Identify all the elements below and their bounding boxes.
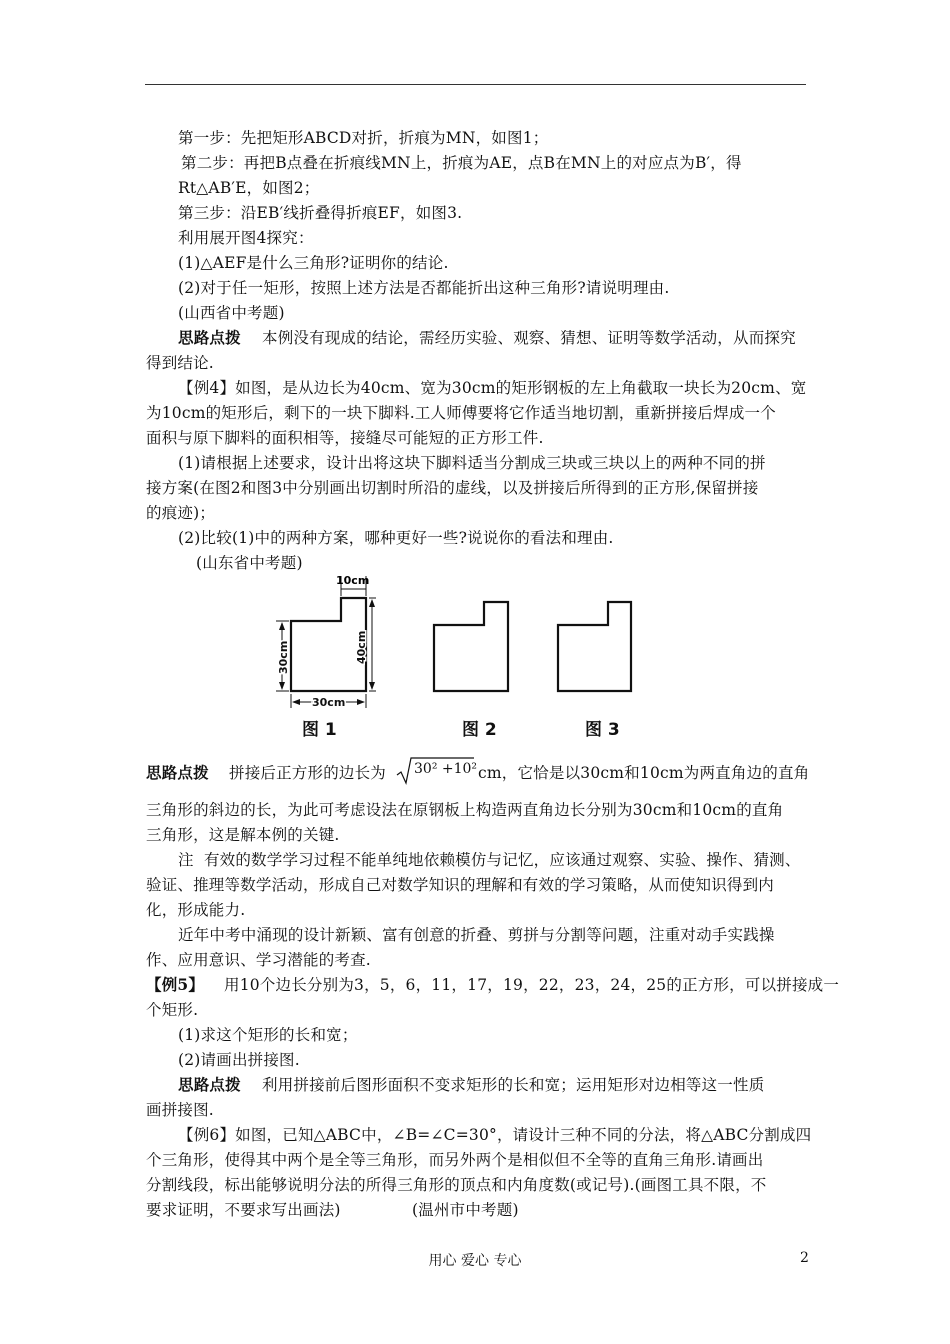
source-shandong: (山东省中考题) <box>196 554 303 572</box>
question-2: (2)对于任一矩形，按照上述方法是否都能折出这种三角形?请说明理由. <box>178 279 670 297</box>
example-6: 【例6】如图，已知△ABC中，∠B=∠C=30°，请设计三种不同的分法，将△ABC分割成四 <box>178 1126 812 1144</box>
fig1-arrowhead <box>369 599 375 607</box>
note: 注 有效的数学学习过程不能单纯地依赖模仿与记忆，应该通过观察、实验、操作、猜测、 <box>178 851 801 869</box>
explore-intro: 利用展开图4探究： <box>178 229 314 247</box>
figure-3-caption: 图 3 <box>585 720 620 740</box>
example-5-q1: (1)求这个矩形的长和宽； <box>178 1026 358 1044</box>
figure-3-shape <box>558 602 631 691</box>
hint-text-2-line2: 三角形的斜边的长，为此可考虑设法在原钢板上构造两直角边长分别为30cm和10cm的直角 <box>146 801 784 819</box>
hint-text-2: 拼接后正方形的边长为 <box>229 764 387 782</box>
hint-text-1: 本例没有现成的结论，需经历实验、观察、猜想、证明等数学活动，从而探究 <box>262 329 796 347</box>
step-1: 第一步：先把矩形ABCD对折，折痕为MN，如图1； <box>178 129 549 147</box>
fig1-label-30cm-bottom: 30cm <box>312 696 346 709</box>
fig1-arrowhead <box>279 682 285 690</box>
footer-motto: 用心 爱心 专心 <box>428 1253 522 1269</box>
fig1-arrowhead <box>279 622 285 630</box>
sqrt-radicand: 30² +10² <box>414 761 478 777</box>
paragraph-trends-line2: 作、应用意识、学习潜能的考查. <box>146 951 371 969</box>
note-line2: 验证、推理等数学活动，形成自己对数学知识的理解和有效的学习策略，从而使知识得到内 <box>146 876 775 894</box>
example-4: 【例4】如图，是从边长为40cm、宽为30cm的矩形钢板的左上角截取一块长为20cm、宽 <box>178 379 807 397</box>
hint-label-2: 思路点拨 <box>146 763 209 782</box>
example-4-q1-line3: 的痕迹)； <box>146 504 216 522</box>
fig1-label-30cm-left: 30cm <box>277 640 290 674</box>
example-4-line2: 为10cm的矩形后，剩下的一块下脚料.工人师傅要将它作适当地切割，重新拼接后焊成一个 <box>146 404 776 422</box>
example-4-q2: (2)比较(1)中的两种方案，哪种更好一些?说说你的看法和理由. <box>178 529 614 547</box>
paragraph-trends: 近年中考中涌现的设计新颖、富有创意的折叠、剪拼与分割等问题，注重对动手实践操 <box>178 926 775 944</box>
example-4-q1-line2: 接方案(在图2和图3中分别画出切割时所沿的虚线，以及拼接后所得到的正方形,保留拼接 <box>146 479 759 497</box>
fig1-label-10cm: 10cm <box>336 574 370 587</box>
example-5-label: 【例5】 <box>146 975 205 994</box>
header-rule <box>145 84 806 85</box>
example-5-line2: 个矩形. <box>146 1001 199 1019</box>
figure-1-caption: 图 1 <box>302 720 337 740</box>
page-number: 2 <box>800 1250 809 1266</box>
hint-text-2-line3: 三角形，这是解本例的关键. <box>146 826 340 844</box>
source-shanxi: (山西省中考题) <box>178 304 285 322</box>
figure-2-caption: 图 2 <box>462 720 497 740</box>
fig1-label-40cm: 40cm <box>355 630 368 664</box>
hint-label-1: 思路点拨 <box>178 328 241 347</box>
hint-text-2-end: cm，它恰是以30cm和10cm为两直角边的直角 <box>478 764 810 782</box>
fig1-arrowhead <box>369 682 375 690</box>
figure-2-shape <box>434 602 508 691</box>
fig1-arrowhead <box>357 699 365 705</box>
step-2: 第二步：再把B点叠在折痕线MN上，折痕为AE，点B在MN上的对应点为B′，得 <box>181 154 742 172</box>
hint-text-3-line2: 画拼接图. <box>146 1101 214 1119</box>
step-2-cont: Rt△AB′E，如图2； <box>178 179 320 197</box>
hint-text-3: 利用拼接前后图形面积不变求矩形的长和宽；运用矩形对边相等这一性质 <box>262 1076 765 1094</box>
note-line3: 化，形成能力. <box>146 901 246 919</box>
figure-1 <box>276 574 376 709</box>
hint-label-3: 思路点拨 <box>178 1075 241 1094</box>
example-6-line4: 要求证明，不要求写出画法) <box>146 1201 341 1219</box>
example-5-q2: (2)请画出拼接图. <box>178 1051 300 1069</box>
question-1: (1)△AEF是什么三角形?证明你的结论. <box>178 254 449 272</box>
step-3: 第三步：沿EB′线折叠得折痕EF，如图3. <box>178 204 463 222</box>
example-6-line2: 个三角形，使得其中两个是全等三角形，而另外两个是相似但不全等的直角三角形.请画出 <box>146 1151 764 1169</box>
example-6-line3: 分割线段，标出能够说明分法的所得三角形的顶点和内角度数(或记号).(画图工具不限，不 <box>146 1176 767 1194</box>
example-4-line3: 面积与原下脚料的面积相等，接缝尽可能短的正方形工件. <box>146 429 544 447</box>
fig1-arrowhead <box>292 699 300 705</box>
hint-text-1-cont: 得到结论. <box>146 354 214 372</box>
example-5: 用10个边长分别为3，5，6，11，17，19，22，23，24，25的正方形，可以拼接成一 <box>224 976 840 994</box>
example-4-q1: (1)请根据上述要求，设计出将这块下脚料适当分割成三块或三块以上的两种不同的拼 <box>178 454 766 472</box>
source-wenzhou: (温州市中考题) <box>412 1201 519 1219</box>
